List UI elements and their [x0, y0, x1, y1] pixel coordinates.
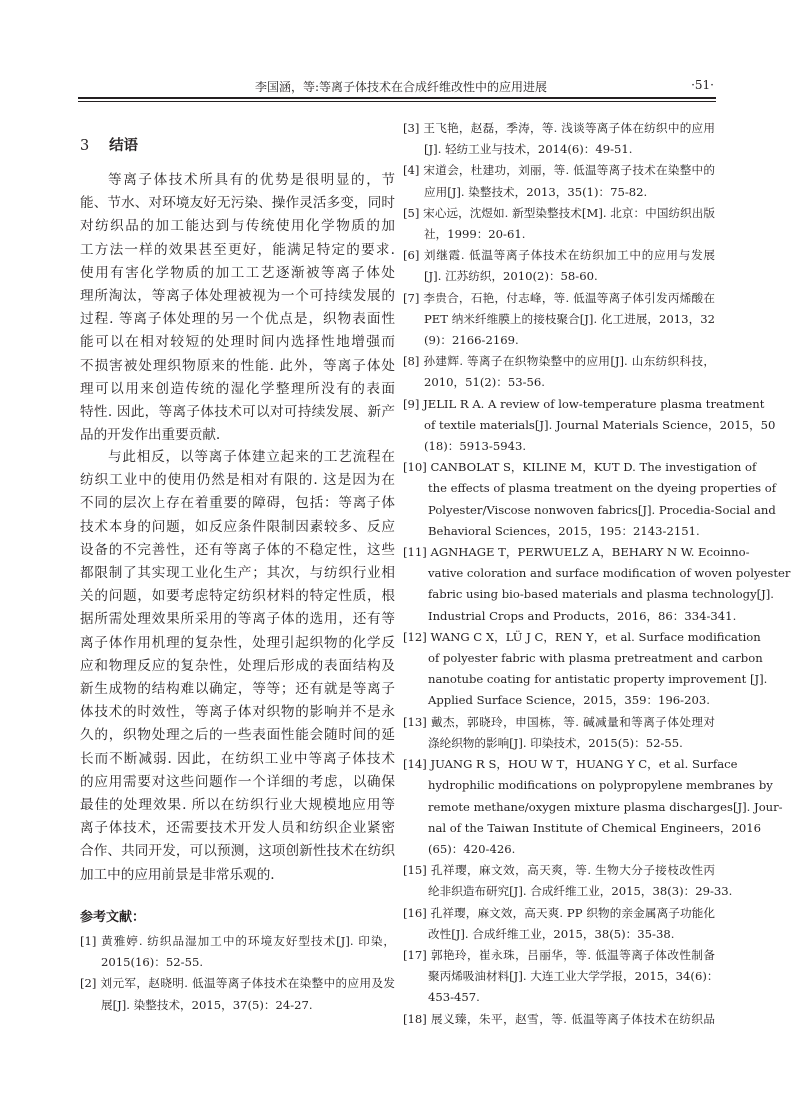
reference-line	[403, 903, 715, 924]
reference-line	[403, 288, 715, 309]
reference-number: [16]	[403, 905, 427, 920]
reference-number: [18]	[403, 1011, 427, 1026]
reference-number: [13]	[403, 714, 427, 729]
reference-item	[80, 973, 395, 1015]
reference-number: [3]	[403, 121, 420, 135]
paragraph-line: 对纺织品的加工能达到与传统使用化学物质的加	[80, 218, 395, 235]
reference-line	[403, 860, 715, 881]
paragraph-line: 久的，织物处理之后的一些表面性能会随时间的延	[80, 727, 395, 744]
paragraph-line: 关的问题，如要考虑特定纺织材料的特定性质，根	[80, 588, 395, 605]
reference-number: [10]	[403, 460, 427, 475]
reference-line: fabric using bio-based materials and plasma technology[J].	[428, 587, 774, 602]
reference-item	[403, 118, 715, 160]
paragraph-line: 不损害被处理织物原来的性能. 此外，等离子体处	[80, 357, 395, 374]
paragraph-line: 理可以用来创造传统的湿化学整理所没有的表面	[80, 380, 395, 397]
reference-line: 展[J]. 染整技术，2015，37(5)：24-27.	[101, 997, 313, 1012]
reference-item	[403, 160, 715, 202]
reference-line	[403, 351, 715, 372]
references-title: 参考文献：	[80, 910, 146, 925]
page-number: ·51·	[691, 78, 714, 92]
reference-line: Polyester/Viscose nonwoven fabrics[J]. Procedia-Social and	[428, 502, 776, 517]
reference-line: 2015(16)：52-55.	[101, 955, 204, 970]
reference-text: 展义臻，朱平，赵雪，等. 低温等离子体技术在纺织品	[430, 1011, 715, 1026]
reference-item	[403, 903, 715, 945]
section-heading	[80, 134, 138, 155]
reference-item	[403, 712, 715, 754]
reference-item	[403, 1009, 715, 1030]
header-rule	[78, 97, 716, 99]
reference-list-right	[403, 118, 791, 1030]
reference-text: 郭艳玲，崔永珠，吕丽华，等. 低温等离子体改性制备	[430, 947, 715, 962]
reference-item	[403, 945, 719, 1009]
reference-text: AGNHAGE T，PERWUELZ A，BEHARY N W. Ecoinno-	[430, 545, 750, 560]
reference-line	[403, 627, 761, 648]
reference-item	[403, 457, 777, 542]
reference-line	[403, 245, 715, 266]
reference-text: 刘元军，赵晓明. 低温等离子体技术在染整中的应用及发	[100, 976, 396, 991]
reference-text: CANBOLAT S，KILINE M，KUT D. The investigation of	[430, 460, 757, 475]
paragraph-line: 设备的不完善性，还有等离子体的不稳定性，这些	[80, 541, 395, 558]
reference-text: JUANG R S，HOU W T，HUANG Y C，et al. Surface	[430, 757, 738, 772]
reference-number: [5]	[403, 205, 420, 220]
reference-line: [J]. 轻纺工业与技术，2014(6)：49-51.	[424, 142, 633, 157]
reference-number: [14]	[403, 757, 427, 772]
paragraph-line: 体技术的时效性，等离子体对织物的影响并不是永	[80, 704, 395, 721]
reference-line	[403, 945, 715, 966]
paragraph-line: 能可以在相对较短的处理时间内选择性地增强而	[80, 334, 395, 351]
paragraph-line: 的应用需要对这些问题作一个详细的考虑，以确保	[80, 773, 395, 790]
reference-line: 纶非织造布研究[J]. 合成纤维工业，2015，38(3)：29-33.	[428, 884, 733, 899]
paragraph-line: 过程. 等离子体处理的另一个优点是，织物表面性	[80, 311, 395, 328]
reference-line: of polyester fabric with plasma pretreatment and carbon	[428, 651, 763, 666]
reference-line	[403, 712, 715, 733]
reference-item	[403, 627, 768, 712]
reference-line	[403, 160, 715, 181]
paragraph-line: 据所需处理效果所采用的等离子体的选用，还有等	[80, 611, 395, 628]
paragraph	[80, 446, 395, 887]
reference-number: [2]	[80, 976, 97, 991]
paragraph	[80, 169, 395, 447]
paragraph-line: 合作、共同开发，可以预测，这项创新性技术在纺织	[80, 843, 395, 860]
reference-line: [J]. 江苏纺织，2010(2)：58-60.	[424, 269, 598, 284]
reference-number: [9]	[403, 396, 420, 411]
reference-number: [11]	[403, 545, 427, 560]
reference-text: 宋心远，沈煜如. 新型染整技术[M]. 北京：中国纺织出版	[423, 205, 715, 220]
reference-line: 应用[J]. 染整技术，2013，35(1)：75-82.	[424, 184, 648, 199]
reference-item	[403, 394, 776, 458]
reference-line: vative coloration and surface modification of woven polyester	[428, 566, 791, 581]
reference-line: nal of the Taiwan Institute of Chemical Engineers，2016	[428, 820, 762, 835]
running-header	[80, 78, 716, 94]
paragraph-line: 技术本身的问题，如反应条件限制因素较多、反应	[80, 518, 395, 535]
reference-item	[403, 288, 715, 352]
reference-text: 黄雅婷. 纺织品湿加工中的环境友好型技术[J]. 印染，	[101, 934, 396, 948]
reference-line: 聚丙烯吸油材料[J]. 大连工业大学学报，2015，34(6)：	[428, 969, 719, 984]
paragraph-line: 纺织工业中的使用仍然是相对有限的. 这是因为在	[80, 472, 395, 489]
reference-item	[403, 542, 791, 627]
reference-number: [1]	[80, 934, 97, 948]
paragraph-line: 品的开发作出重要贡献.	[80, 427, 221, 444]
reference-line: (18)：5913-5943.	[424, 439, 527, 454]
reference-text: 宋道会，杜建功，刘丽，等. 低温等离子技术在染整中的	[423, 163, 715, 178]
reference-line	[403, 754, 738, 775]
reference-line: 涤纶织物的影响[J]. 印染技术，2015(5)：52-55.	[428, 735, 683, 750]
reference-number: [15]	[403, 863, 427, 878]
reference-line	[80, 931, 395, 952]
reference-line: Behavioral Sciences，2015，195：2143-2151.	[428, 523, 700, 538]
paragraph-line: 能、节水、对环境友好无污染、操作灵活多变，同时	[80, 195, 395, 212]
reference-line: remote methane/oxygen mixture plasma discharges[J]. Jour-	[428, 799, 783, 814]
paragraph-line: 离子体作用机理的复杂性，处理引起织物的化学反	[80, 634, 395, 651]
reference-text: 戴杰，郭晓玲，申国栋，等. 碱减量和等离子体处理对	[430, 714, 715, 729]
reference-item	[403, 754, 783, 860]
paragraph-line: 工方法一样的效果甚至更好，能满足特定的要求.	[80, 241, 395, 258]
reference-number: [4]	[403, 163, 420, 178]
paragraph-line: 使用有害化学物质的加工工艺逐渐被等离子体处	[80, 264, 395, 281]
reference-text: 刘继霞. 低温等离子体技术在纺织加工中的应用与发展	[423, 248, 716, 263]
reference-line: PET 纳米纤维膜上的接枝聚合[J]. 化工进展，2013，32	[424, 311, 715, 326]
reference-text: 孔祥璎，麻文效，高天爽. PP 织物的亲金属离子功能化	[430, 905, 715, 920]
reference-line	[403, 203, 715, 224]
reference-item	[403, 245, 715, 287]
paragraph-line: 不同的层次上存在着重要的障碍，包括：等离子体	[80, 495, 395, 512]
reference-number: [7]	[403, 290, 420, 305]
paragraph-line: 特性. 因此，等离子体技术可以对可持续发展、新产	[80, 404, 395, 421]
reference-line	[403, 457, 757, 478]
reference-line	[403, 394, 765, 415]
paragraph-line: 离子体技术，还需要技术开发人员和纺织企业紧密	[80, 820, 395, 837]
paragraph-line: 与此相反，以等离子体建立起来的工艺流程在	[108, 449, 395, 465]
paragraph-line: 理所淘汰，等离子体处理被视为一个可持续发展的	[80, 288, 395, 305]
reference-text: JELIL R A. A review of low-temperature plasma treatment	[423, 396, 765, 411]
reference-text: 孔祥璎，麻文效，高天爽，等. 生物大分子接枝改性丙	[430, 863, 715, 878]
reference-line: Industrial Crops and Products，2016，86：334-341.	[428, 608, 737, 623]
paragraph-line: 长而不断减弱. 因此，在纺织工业中等离子体技术	[80, 750, 395, 767]
reference-line: the effects of plasma treatment on the dyeing properties of	[428, 481, 777, 496]
paragraph-line: 加工中的应用前景是非常乐观的.	[80, 866, 275, 883]
reference-text: 王飞艳，赵磊，季涛，等. 浅谈等离子体在纺织中的应用	[423, 121, 715, 135]
running-title: 李国涵，等:等离子体技术在合成纤维改性中的应用进展	[255, 80, 548, 94]
reference-line: 社，1999：20-61.	[424, 227, 526, 242]
reference-number: [8]	[403, 354, 420, 369]
reference-line: of textile materials[J]. Journal Materials Science，2015，50	[424, 417, 776, 432]
reference-line	[403, 118, 715, 139]
header-rule-thin	[78, 101, 716, 102]
reference-list-left	[80, 931, 395, 1016]
reference-line	[80, 973, 395, 994]
reference-number: [12]	[403, 629, 427, 644]
paragraph-line: 最佳的处理效果. 所以在纺织行业大规模地应用等	[80, 797, 395, 814]
reference-line	[403, 1009, 715, 1030]
reference-line: (65)：420-426.	[428, 841, 516, 856]
paragraph-line: 等离子体技术所具有的优势是很明显的，节	[108, 172, 395, 188]
reference-number: [6]	[403, 248, 420, 263]
reference-line: 改性[J]. 合成纤维工业，2015，38(5)：35-38.	[428, 926, 675, 941]
reference-line	[403, 542, 750, 563]
reference-line: Applied Surface Science，2015，359：196-203.	[428, 693, 710, 708]
reference-number: [17]	[403, 947, 427, 962]
reference-item	[80, 931, 395, 973]
paragraph-line: 新生成物的结构难以确定，等等；还有就是等离子	[80, 681, 395, 698]
reference-text: WANG C X，LÜ J C，REN Y，et al. Surface modification	[430, 629, 761, 644]
reference-text: 李贵合，石艳，付志峰，等. 低温等离子体引发丙烯酸在	[423, 290, 715, 305]
reference-line: (9)：2166-2169.	[424, 333, 519, 348]
reference-line: hydrophilic modifications on polypropylene membranes by	[428, 778, 773, 793]
reference-item	[403, 203, 715, 245]
reference-item	[403, 351, 715, 393]
section-title: 结语	[109, 137, 139, 154]
reference-text: 孙建辉. 等离子在织物染整中的应用[J]. 山东纺织科技，	[423, 354, 716, 369]
reference-line: 453-457.	[428, 990, 480, 1005]
paragraph-line: 应和物理反应的复杂性，处理后形成的表面结构及	[80, 657, 395, 674]
paragraph-line: 都限制了其实现工业化生产；其次，与纺织行业相	[80, 565, 395, 582]
section-number: 3	[80, 138, 90, 154]
reference-item	[403, 860, 733, 902]
reference-line: 2010，51(2)：53-56.	[424, 375, 545, 390]
reference-line: nanotube coating for antistatic property improvement [J].	[428, 672, 768, 687]
